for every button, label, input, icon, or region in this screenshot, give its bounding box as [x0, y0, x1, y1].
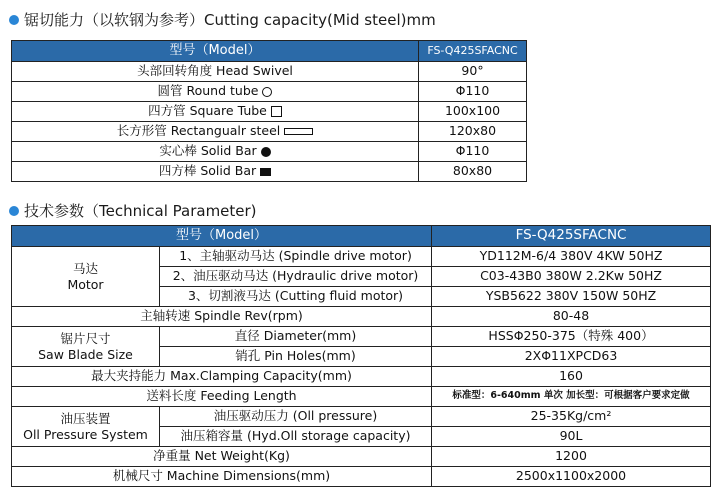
blade-group-label: 锯片尺寸 Saw Blade Size	[12, 327, 160, 367]
cutting-capacity-table	[11, 40, 527, 182]
row-label: 头部回转角度 Head Swivel	[12, 62, 419, 82]
row-label: 四方管 Square Tube	[12, 102, 419, 122]
model-header-code: FS-Q425SFACNC	[419, 41, 527, 62]
row-label: 直径 Diameter(mm)	[160, 327, 432, 347]
table-row	[12, 102, 527, 122]
table-row	[12, 327, 711, 347]
table-row	[12, 247, 711, 267]
row-value: 80x80	[419, 162, 527, 182]
table-row	[12, 307, 711, 327]
row-label: 3、切割液马达 (Cutting fluid motor)	[160, 287, 432, 307]
table-row	[12, 82, 527, 102]
row-value: HSSΦ250-375（特殊 400）	[432, 327, 711, 347]
technical-parameter-title	[9, 200, 257, 221]
row-label: 2、油压驱动马达 (Hydraulic drive motor)	[160, 267, 432, 287]
cutting-capacity-title	[9, 9, 436, 30]
row-label: 销孔 Pin Holes(mm)	[160, 347, 432, 367]
model-header-code: FS-Q425SFACNC	[432, 226, 711, 247]
row-value: Φ110	[419, 142, 527, 162]
table-row	[12, 447, 711, 467]
table-row	[12, 142, 527, 162]
row-value: 2XΦ11XPCD63	[432, 347, 711, 367]
row-label: 四方棒 Solid Bar	[12, 162, 419, 182]
table-row	[12, 467, 711, 487]
bullet-icon	[9, 15, 19, 25]
row-value: 25-35Kg/cm²	[432, 407, 711, 427]
row-value: Φ110	[419, 82, 527, 102]
row-value: 2500x1100x2000	[432, 467, 711, 487]
circle-filled-icon	[261, 147, 271, 157]
technical-parameter-table	[11, 225, 711, 487]
table-row	[12, 62, 527, 82]
table-header-row	[12, 41, 527, 62]
row-value: 160	[432, 367, 711, 387]
technical-parameter-title-text: 技术参数（Technical Parameter)	[24, 202, 257, 220]
row-label: 1、主轴驱动马达 (Spindle drive motor)	[160, 247, 432, 267]
row-label: 油压箱容量 (Hyd.Oll storage capacity)	[160, 427, 432, 447]
row-label: 主轴转速 Spindle Rev(rpm)	[12, 307, 432, 327]
model-header-label: 型号（Model）	[12, 41, 419, 62]
row-value: 120x80	[419, 122, 527, 142]
row-value: 90L	[432, 427, 711, 447]
table-header-row	[12, 226, 711, 247]
row-label: 长方形管 Rectangualr steel	[12, 122, 419, 142]
row-value: 100x100	[419, 102, 527, 122]
square-outline-icon	[271, 106, 282, 117]
table-row	[12, 122, 527, 142]
table-row	[12, 387, 711, 407]
table-row	[12, 162, 527, 182]
row-label: 实心棒 Solid Bar	[12, 142, 419, 162]
model-header-label: 型号（Model）	[12, 226, 432, 247]
table-row	[12, 367, 711, 387]
row-label: 净重量 Net Weight(Kg)	[12, 447, 432, 467]
motor-group-label: 马达 Motor	[12, 247, 160, 307]
table-row	[12, 407, 711, 427]
row-label: 圆管 Round tube	[12, 82, 419, 102]
row-label: 机械尺寸 Machine Dimensions(mm)	[12, 467, 432, 487]
rectangle-outline-icon	[284, 128, 313, 135]
bullet-icon	[9, 206, 19, 216]
row-value: 1200	[432, 447, 711, 467]
row-label: 送料长度 Feeding Length	[12, 387, 432, 407]
oil-group-label: 油压装置 Oll Pressure System	[12, 407, 160, 447]
row-value: 80-48	[432, 307, 711, 327]
row-value: YD112M-6/4 380V 4KW 50HZ	[432, 247, 711, 267]
row-value: 标准型：6-640mm 单次 加长型：可根据客户要求定做	[432, 387, 711, 407]
row-value: 90°	[419, 62, 527, 82]
row-value: YSB5622 380V 150W 50HZ	[432, 287, 711, 307]
row-label: 油压驱动压力 (Oll pressure)	[160, 407, 432, 427]
circle-outline-icon	[262, 87, 272, 97]
row-label: 最大夹持能力 Max.Clamping Capacity(mm)	[12, 367, 432, 387]
square-filled-icon	[260, 168, 271, 176]
row-value: C03-43B0 380W 2.2Kw 50HZ	[432, 267, 711, 287]
cutting-capacity-title-text: 锯切能力（以软钢为参考）Cutting capacity(Mid steel)mm	[24, 11, 436, 29]
